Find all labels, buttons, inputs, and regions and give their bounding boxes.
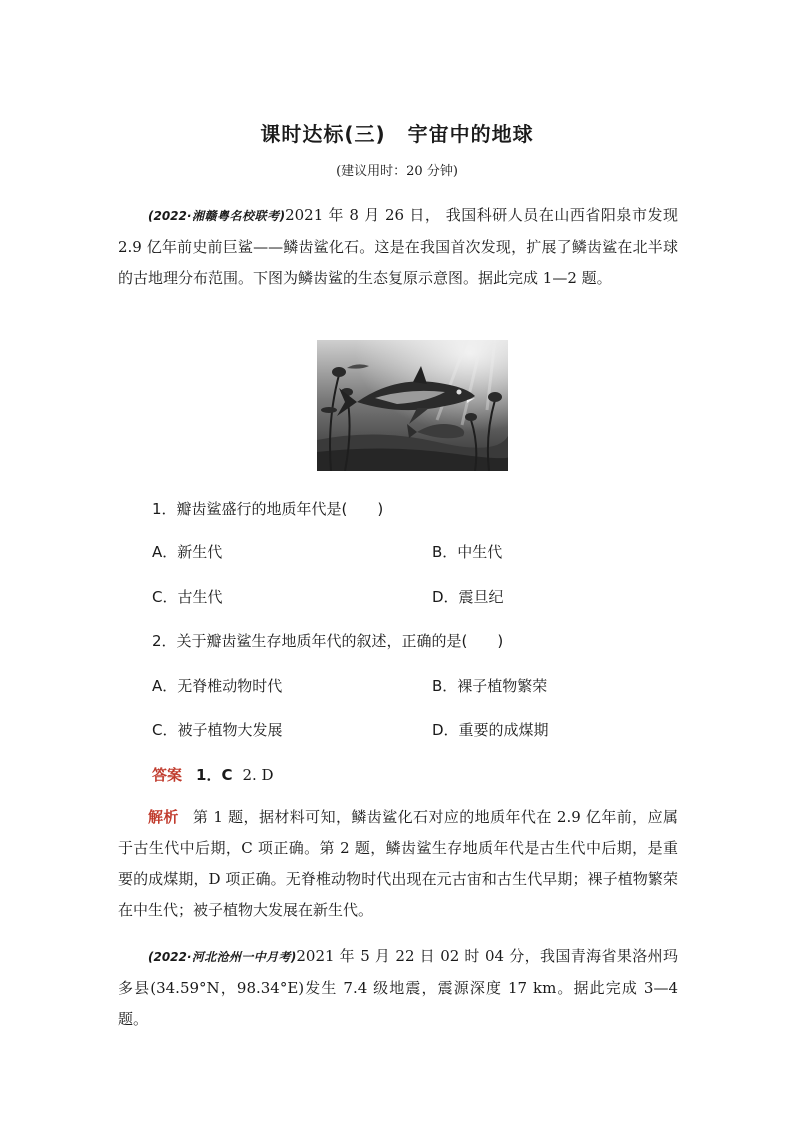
answer-2: 2. D (242, 766, 274, 784)
question-1-option-a: A．新生代 (152, 543, 223, 561)
question-2-option-d: D．重要的成煤期 (432, 721, 549, 739)
intro-text-2: 2021 年 5 月 22 日 02 时 04 分，我国青海省果洛州玛多县(34.59°N，98.34°E)发生 7.4 级地震，震源深度 17 km。据此完成 3—4 题。 (118, 947, 678, 1028)
title-topic: 宇宙中的地球 (407, 122, 534, 146)
question-2-stem: 2．关于瓣齿鲨生存地质年代的叙述，正确的是( ) (152, 632, 504, 650)
explanation-paragraph (118, 802, 678, 926)
question-1-option-b: B．中生代 (432, 543, 503, 561)
explanation-text: 第 1 题，据材料可知，鳞齿鲨化石对应的地质年代在 2.9 亿年前，应属于古生代中后期，C 项正确。第 2 题，鳞齿鲨生存地质年代是古生代中后期，是重要的成煤期，D 项正确。无脊椎动物时代出现在元古宙和古生代早期；裸子植物繁荣在中生代；被子植物大发展在新生代。 (118, 808, 678, 919)
answer-label: 答案 (152, 766, 183, 784)
answer-line (152, 764, 274, 785)
answer-1: 1．C (196, 766, 233, 784)
question-1-option-c: C．古生代 (152, 588, 223, 606)
question-2-option-b: B．裸子植物繁荣 (432, 677, 548, 695)
question-1-stem: 1．瓣齿鲨盛行的地质年代是( ) (152, 500, 384, 518)
suggested-time: (建议用时：20 分钟) (336, 164, 458, 179)
intro-paragraph-2 (118, 941, 678, 1035)
question-1-option-d: D．震旦纪 (432, 588, 504, 606)
title-lesson: 课时达标(三) (260, 122, 386, 146)
shark-reconstruction-illustration (317, 340, 508, 471)
intro-paragraph-1 (118, 200, 678, 294)
explanation-label: 解析 (148, 808, 179, 826)
page-title (0, 118, 794, 147)
source-tag-2: (2022·河北沧州一中月考) (148, 950, 297, 964)
intro-text: 2021 年 8 月 26 日， 我国科研人员在山西省阳泉市发现 2.9 亿年前史前巨鲨——鳞齿鲨化石。这是在我国首次发现，扩展了鳞齿鲨在北半球的古地理分布范围。下图为鳞齿鲨的生态复原示意图。据此完成 1—2 题。 (118, 206, 678, 287)
question-2-option-c: C．被子植物大发展 (152, 721, 283, 739)
source-tag: (2022·湘赣粤名校联考) (148, 209, 286, 223)
question-2-option-a: A．无脊椎动物时代 (152, 677, 283, 695)
